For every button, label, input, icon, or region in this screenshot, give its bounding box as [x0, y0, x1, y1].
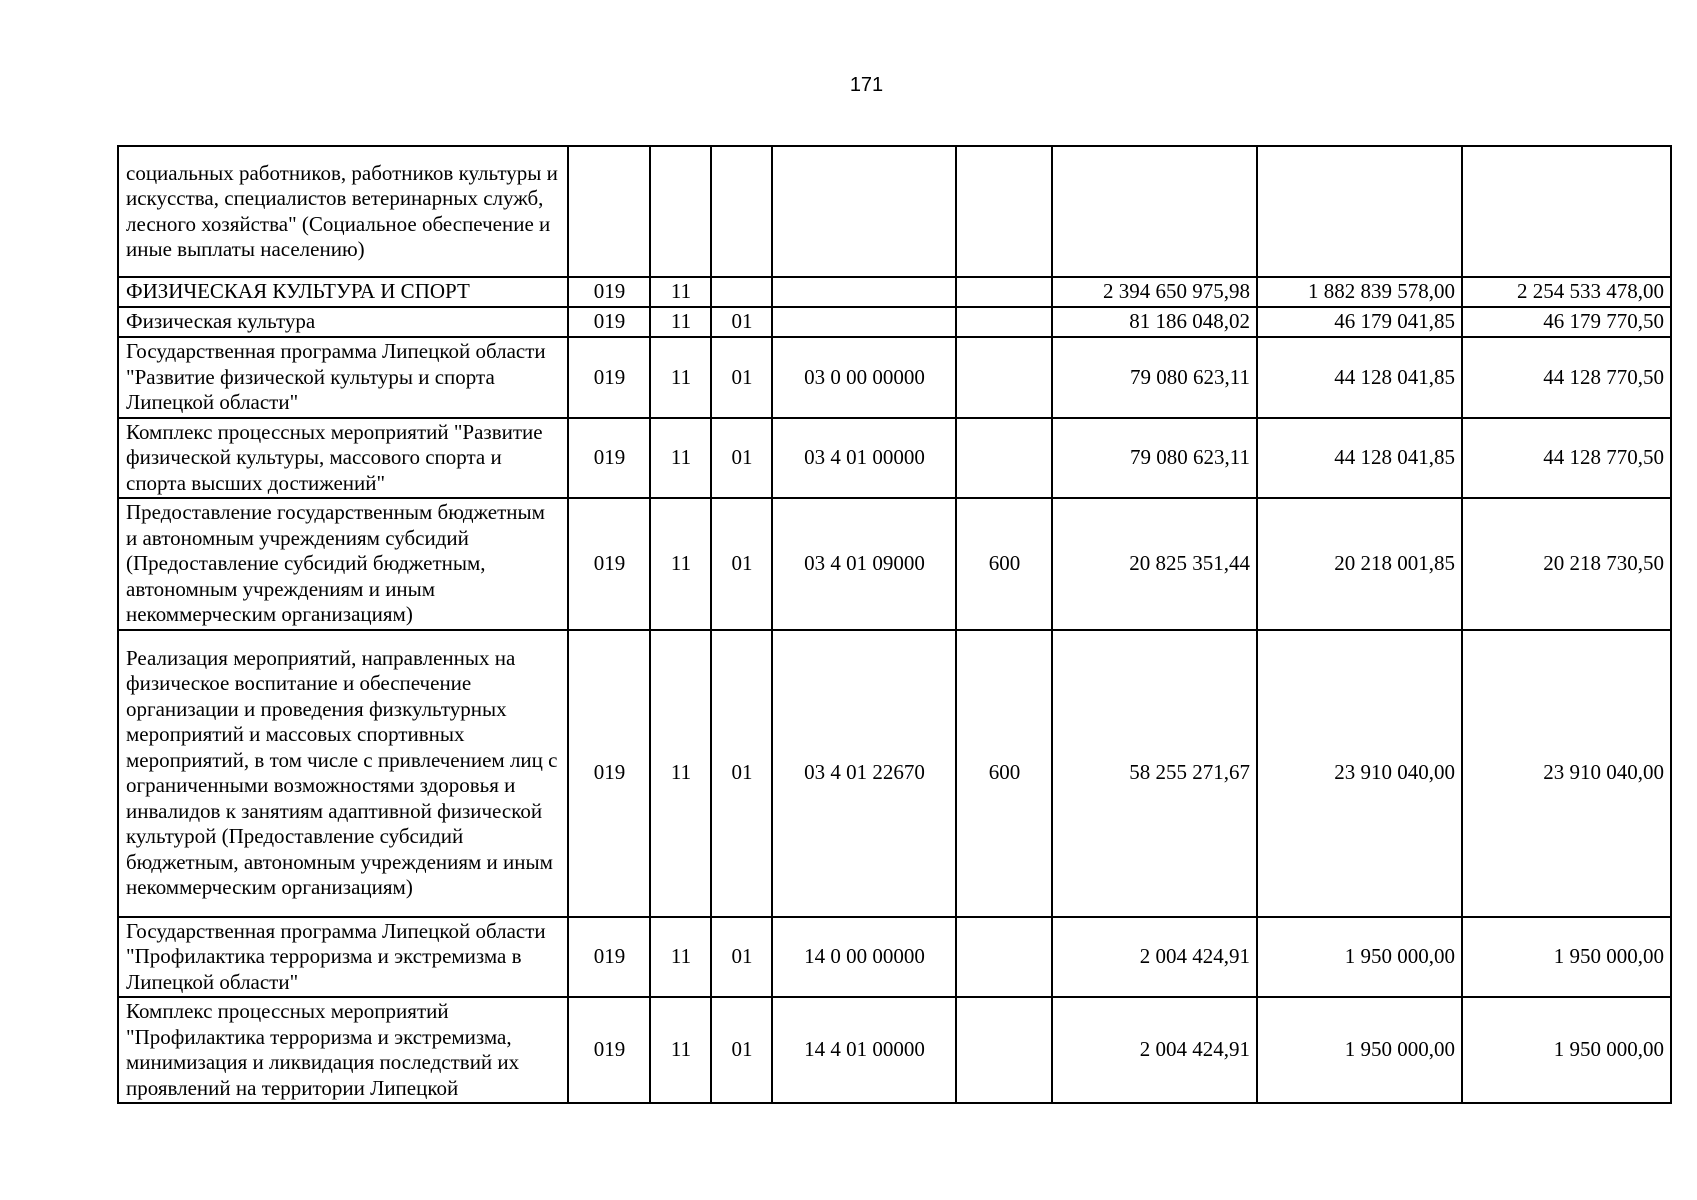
table-row	[118, 307, 1671, 337]
amount-year-3: 1 950 000,00	[1462, 997, 1671, 1103]
amount-year-1: 20 825 351,44	[1052, 498, 1257, 630]
page-number: 171	[849, 74, 884, 96]
row-name: Комплекс процессных мероприятий "Развитие физической культуры, массового спорта и спорта высших достижений"	[118, 418, 568, 499]
amount-year-2: 1 882 839 578,00	[1257, 277, 1462, 307]
expense-type-code	[956, 418, 1052, 499]
table-row	[118, 337, 1671, 418]
section-code: 11	[650, 917, 711, 998]
section-code: 11	[650, 418, 711, 499]
amount-year-1: 2 004 424,91	[1052, 997, 1257, 1103]
target-article-code: 03 4 01 22670	[772, 630, 956, 917]
table-row	[118, 997, 1671, 1103]
table-row	[118, 146, 1671, 277]
subsection-code: 01	[711, 997, 772, 1103]
table-row	[118, 498, 1671, 630]
subsection-code	[711, 146, 772, 277]
amount-year-3	[1462, 146, 1671, 277]
row-name: Государственная программа Липецкой области "Развитие физической культуры и спорта Липецкой области"	[118, 337, 568, 418]
amount-year-1: 58 255 271,67	[1052, 630, 1257, 917]
section-code: 11	[650, 630, 711, 917]
amount-year-1: 81 186 048,02	[1052, 307, 1257, 337]
row-name: Государственная программа Липецкой области "Профилактика терроризма и экстремизма в Липецкой области"	[118, 917, 568, 998]
expense-type-code	[956, 146, 1052, 277]
ved-code: 019	[568, 418, 650, 499]
target-article-code: 14 4 01 00000	[772, 997, 956, 1103]
amount-year-2: 1 950 000,00	[1257, 917, 1462, 998]
ved-code: 019	[568, 337, 650, 418]
ved-code: 019	[568, 498, 650, 630]
row-name: Физическая культура	[118, 307, 568, 337]
section-code: 11	[650, 997, 711, 1103]
table-row	[118, 418, 1671, 499]
ved-code	[568, 146, 650, 277]
subsection-code: 01	[711, 337, 772, 418]
expense-type-code	[956, 277, 1052, 307]
amount-year-2: 44 128 041,85	[1257, 418, 1462, 499]
table-row	[118, 630, 1671, 917]
expense-type-code	[956, 917, 1052, 998]
amount-year-1: 2 394 650 975,98	[1052, 277, 1257, 307]
row-name: социальных работников, работников культуры и искусства, специалистов ветеринарных служб, лесного хозяйства" (Социальное обеспечение и иные выплаты населению)	[118, 146, 568, 277]
target-article-code: 03 0 00 00000	[772, 337, 956, 418]
amount-year-2: 1 950 000,00	[1257, 997, 1462, 1103]
amount-year-2: 44 128 041,85	[1257, 337, 1462, 418]
subsection-code: 01	[711, 630, 772, 917]
budget-table	[117, 145, 1672, 1104]
row-name: Предоставление государственным бюджетным и автономным учреждениям субсидий (Предоставление субсидий бюджетным, автономным учреждениям и иным некоммерческим организациям)	[118, 498, 568, 630]
section-code: 11	[650, 307, 711, 337]
section-code: 11	[650, 277, 711, 307]
ved-code: 019	[568, 630, 650, 917]
amount-year-3: 2 254 533 478,00	[1462, 277, 1671, 307]
expense-type-code	[956, 307, 1052, 337]
amount-year-2: 23 910 040,00	[1257, 630, 1462, 917]
expense-type-code: 600	[956, 630, 1052, 917]
amount-year-3: 1 950 000,00	[1462, 917, 1671, 998]
subsection-code: 01	[711, 307, 772, 337]
amount-year-2: 46 179 041,85	[1257, 307, 1462, 337]
amount-year-1: 79 080 623,11	[1052, 337, 1257, 418]
row-name: ФИЗИЧЕСКАЯ КУЛЬТУРА И СПОРТ	[118, 277, 568, 307]
ved-code: 019	[568, 917, 650, 998]
row-name: Комплекс процессных мероприятий "Профилактика терроризма и экстремизма, минимизация и ликвидация последствий их проявлений на территории Липецкой	[118, 997, 568, 1103]
section-code: 11	[650, 337, 711, 418]
section-code: 11	[650, 498, 711, 630]
row-name: Реализация мероприятий, направленных на физическое воспитание и обеспечение организации и проведения физкультурных мероприятий и массовых спортивных мероприятий, в том числе с привлечением лиц с ограниченными возможностями здоровья и инвалидов к занятиям адаптивной физической культурой (Предоставление субсидий бюджетным, автономным учреждениям и иным некоммерческим организациям)	[118, 630, 568, 917]
target-article-code	[772, 146, 956, 277]
amount-year-3: 46 179 770,50	[1462, 307, 1671, 337]
subsection-code	[711, 277, 772, 307]
ved-code: 019	[568, 997, 650, 1103]
expense-type-code: 600	[956, 498, 1052, 630]
target-article-code	[772, 277, 956, 307]
table-row	[118, 917, 1671, 998]
amount-year-2	[1257, 146, 1462, 277]
target-article-code: 03 4 01 09000	[772, 498, 956, 630]
amount-year-3: 44 128 770,50	[1462, 418, 1671, 499]
amount-year-3: 44 128 770,50	[1462, 337, 1671, 418]
target-article-code: 14 0 00 00000	[772, 917, 956, 998]
amount-year-1: 2 004 424,91	[1052, 917, 1257, 998]
target-article-code	[772, 307, 956, 337]
target-article-code: 03 4 01 00000	[772, 418, 956, 499]
amount-year-1	[1052, 146, 1257, 277]
amount-year-2: 20 218 001,85	[1257, 498, 1462, 630]
ved-code: 019	[568, 307, 650, 337]
subsection-code: 01	[711, 498, 772, 630]
subsection-code: 01	[711, 917, 772, 998]
section-code	[650, 146, 711, 277]
expense-type-code	[956, 997, 1052, 1103]
expense-type-code	[956, 337, 1052, 418]
table-row	[118, 277, 1671, 307]
ved-code: 019	[568, 277, 650, 307]
amount-year-3: 20 218 730,50	[1462, 498, 1671, 630]
amount-year-3: 23 910 040,00	[1462, 630, 1671, 917]
subsection-code: 01	[711, 418, 772, 499]
amount-year-1: 79 080 623,11	[1052, 418, 1257, 499]
